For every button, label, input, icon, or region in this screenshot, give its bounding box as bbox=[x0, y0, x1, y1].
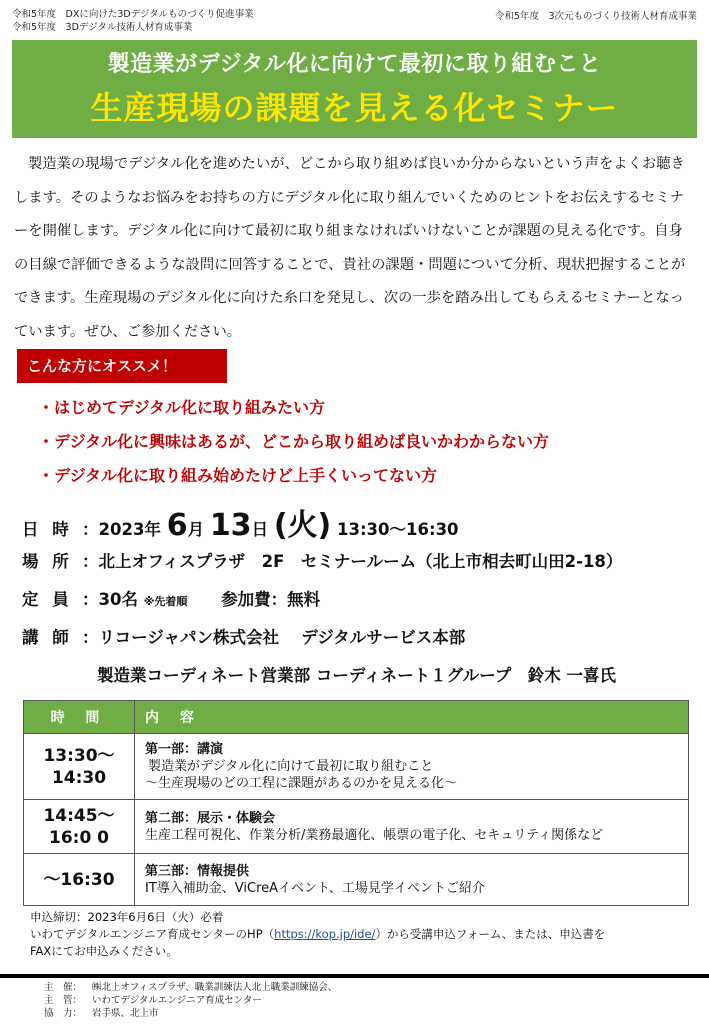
month-unit: 月 bbox=[187, 520, 205, 539]
row-part: 第二部：展示・体験会 bbox=[145, 810, 276, 826]
fax-line: FAXにてお申込みください。 bbox=[30, 944, 178, 958]
row-content bbox=[135, 734, 689, 800]
header-right: 令和5年度 3次元ものづくり技術人材育成事業 bbox=[494, 11, 697, 22]
recommend-item: ・デジタル化に興味はあるが、どこから取り組めば良いかわからない方 bbox=[38, 432, 550, 451]
place-value: ：北上オフィスプラザ 2F セミナールーム（北上市相去町山田2-18） bbox=[82, 552, 623, 571]
intro-paragraph: 製造業の現場でデジタル化を進めたいが、どこから取り組めば良いか分からないという声をよくお聴きします。そのようなお悩みをお持ちの方にデジタル化に取り組んでいくためのヒントをお伝えするセミナーを開催します。デジタル化に向けて最初に取り組まなければいけないことが課題の見える化です。自身の目線で評価できるような設問に回答することで、貴社の課題・問題について分析、現状把握することができます。生産現場のデジタル化に向けた糸口を発見し、次の一歩を踏み出してもらえるセミナーとなっています。ぜひ、ご参加ください。 bbox=[14, 156, 686, 340]
website-link[interactable]: https://kop.jp/ide/ bbox=[274, 927, 376, 941]
date-weekday: (火) bbox=[273, 508, 332, 543]
header-time: 時 間 bbox=[24, 701, 135, 734]
table-row bbox=[24, 800, 689, 854]
row-time: 13:30〜 14:30 bbox=[24, 734, 135, 800]
row-part: 第三部：情報提供 bbox=[145, 863, 250, 879]
banner-title: 生産現場の課題を見える化セミナー bbox=[90, 89, 619, 127]
recommend-list bbox=[38, 393, 549, 495]
schedule-table bbox=[23, 700, 689, 906]
date-year: ：2023年 bbox=[82, 520, 161, 539]
application-line: いわてデジタルエンジニア育成センターのHP（https://kop.jp/ide/）から受講申込フォーム、または、申込書を bbox=[30, 927, 606, 941]
header-left bbox=[12, 8, 254, 34]
lecturer-row bbox=[22, 624, 465, 648]
date-month: 6 bbox=[166, 508, 188, 543]
banner-subtitle: 製造業がデジタル化に向けて最初に取り組むこと bbox=[107, 52, 602, 77]
row-content bbox=[135, 854, 689, 906]
header-left-line2: 令和5年度 3Dデジタル技術人材育成事業 bbox=[12, 22, 193, 33]
organizer-row: 協 力： 岩手県、北上市 bbox=[44, 1008, 159, 1019]
header-left-line1: 令和5年度 DXに向けた3Dデジタルものづくり促進事業 bbox=[12, 9, 254, 20]
organizer-row: 主 管： いわてデジタルエンジニア育成センター bbox=[44, 995, 262, 1006]
row-line1: 生産工程可視化、作業分析/業務最適化、帳票の電子化、セキュリティ関係など bbox=[145, 827, 604, 843]
place-label: 場 所 bbox=[22, 552, 73, 571]
header-content: 内 容 bbox=[135, 701, 689, 734]
row-line1: 製造業がデジタル化に向けて最初に取り組むこと bbox=[148, 759, 434, 774]
recommend-item: ・はじめてデジタル化に取り組みたい方 bbox=[38, 398, 326, 417]
date-day: 13 bbox=[209, 508, 252, 543]
table-row bbox=[24, 854, 689, 906]
row-line2: 〜生産現場のどの工程に課題があるのかを見える化〜 bbox=[145, 776, 458, 791]
capacity-value: ：30名 bbox=[82, 590, 138, 609]
lecturer-line2: 製造業コーディネート営業部 コーディネート１グループ 鈴木 一喜氏 bbox=[97, 666, 617, 685]
capacity-note: ※先着順 bbox=[143, 595, 188, 608]
table-row bbox=[24, 734, 689, 800]
date-label: 日 時 bbox=[22, 520, 73, 539]
date-row bbox=[22, 500, 459, 544]
date-time: 13:30〜16:30 bbox=[336, 520, 459, 539]
divider bbox=[0, 974, 709, 978]
row-content bbox=[135, 800, 689, 854]
recommend-item: ・デジタル化に取り組み始めたけど上手くいってない方 bbox=[38, 466, 438, 485]
row-time: 14:45〜 16:0 0 bbox=[24, 800, 135, 854]
title-banner bbox=[12, 40, 697, 138]
place-row bbox=[22, 548, 622, 572]
application-info bbox=[30, 909, 605, 960]
organizers bbox=[44, 981, 337, 1020]
deadline: 申込締切：2023年6月6日（火）必着 bbox=[30, 910, 224, 924]
row-line1: IT導入補助金、ViCreAイベント、工場見学イベントご紹介 bbox=[145, 880, 485, 896]
organizer-row: 主 催： ㈱北上オフィスプラザ、職業訓練法人北上職業訓練協会、 bbox=[44, 982, 338, 993]
schedule-header bbox=[24, 701, 689, 734]
capacity-label: 定 員 bbox=[22, 590, 73, 609]
capacity-row bbox=[22, 586, 320, 610]
day-unit: 日 bbox=[251, 520, 269, 539]
lecturer-line1: ：リコージャパン株式会社 デジタルサービス本部 bbox=[82, 628, 466, 647]
lecturer-label: 講 師 bbox=[22, 628, 73, 647]
row-time: 〜16:30 bbox=[24, 854, 135, 906]
row-part: 第一部：講演 bbox=[145, 742, 224, 757]
recommend-heading: こんな方にオススメ！ bbox=[17, 349, 227, 383]
fee-value: 参加費：無料 bbox=[221, 590, 321, 609]
